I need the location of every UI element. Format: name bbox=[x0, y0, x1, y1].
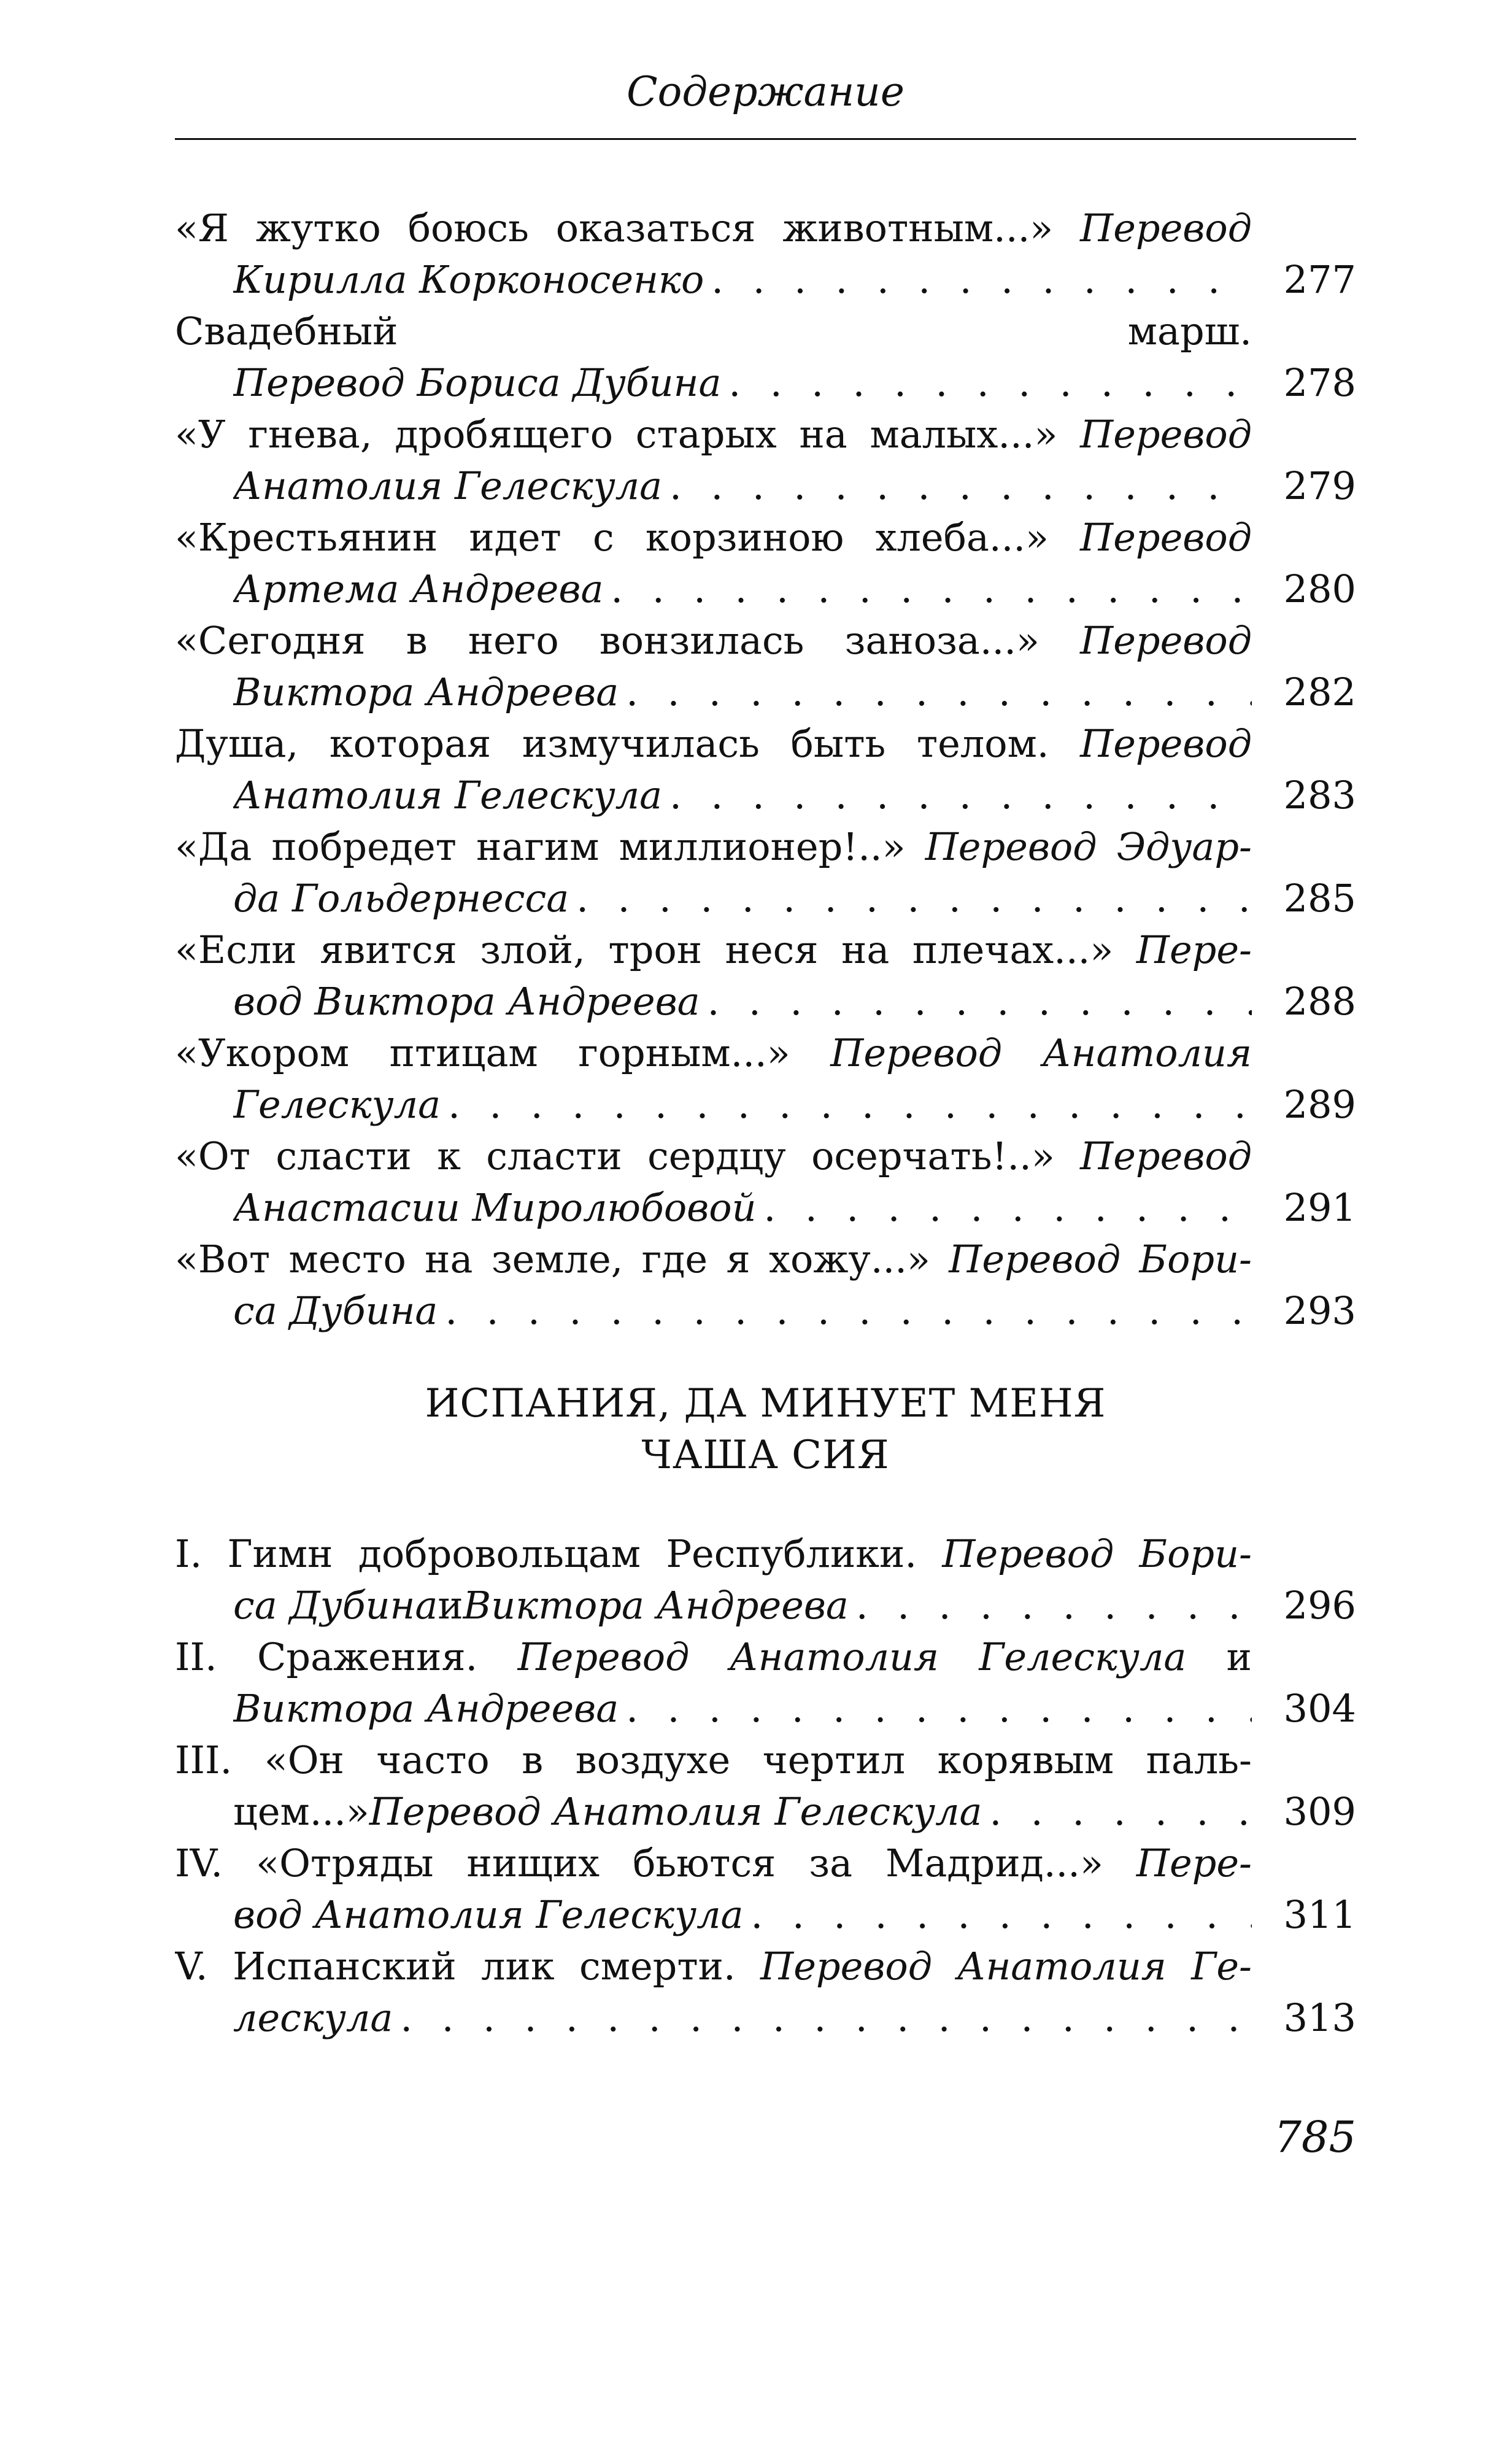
toc-entry-line-2 bbox=[175, 1079, 1356, 1131]
translator-text: Перевод Бори- bbox=[949, 1237, 1252, 1282]
toc-entry bbox=[175, 1941, 1356, 2044]
title-text: «От сласти к сласти сердцу осерчать!..» bbox=[175, 1134, 1081, 1178]
toc-entry-line-2 bbox=[175, 1182, 1356, 1234]
toc-entry-line-1 bbox=[175, 409, 1356, 460]
toc-entry-line-2 bbox=[175, 1889, 1356, 1941]
toc-entry bbox=[175, 1131, 1356, 1234]
dot-leader bbox=[619, 1683, 1252, 1734]
toc-entry-title-continued bbox=[233, 254, 1252, 306]
title-text: II. Сражения. bbox=[175, 1634, 518, 1679]
translator-text: Виктора Андреева bbox=[233, 670, 619, 714]
translator-text: Пере- bbox=[1136, 1841, 1252, 1885]
title-text: III. «Он часто в воздухе чертил корявым паль- bbox=[175, 1738, 1252, 1782]
toc-entry bbox=[175, 1631, 1356, 1734]
translator-text: Перевод Бори- bbox=[942, 1531, 1252, 1576]
toc-entry-line-2 bbox=[175, 976, 1356, 1027]
title-text: «Да побредет нагим миллионер!..» bbox=[175, 824, 925, 869]
title-text: «Если явится злой, трон неся на плечах...» bbox=[175, 927, 1136, 972]
toc-entry-title bbox=[175, 1631, 1252, 1683]
toc-entry-title bbox=[175, 409, 1252, 460]
toc-entry-title bbox=[175, 1027, 1252, 1079]
dot-leader bbox=[849, 1580, 1252, 1631]
title-text: I. Гимн добровольцам Республики. bbox=[175, 1531, 943, 1576]
toc-entry bbox=[175, 1734, 1356, 1838]
toc-entry bbox=[175, 821, 1356, 924]
toc-entry-line-2 bbox=[175, 357, 1356, 409]
translator-text: Виктора Андреева bbox=[233, 1686, 619, 1731]
dot-leader bbox=[700, 976, 1252, 1027]
translator-text: са Дубина bbox=[233, 1583, 438, 1628]
toc-entry-title-continued bbox=[233, 1079, 1252, 1131]
toc-entry-line-2 bbox=[175, 254, 1356, 306]
toc-entry-title-continued bbox=[233, 667, 1252, 718]
dot-leader bbox=[393, 1992, 1252, 2044]
title-text: Свадебный марш. bbox=[175, 309, 1252, 354]
dot-leader bbox=[757, 1182, 1252, 1234]
toc-entry-title-continued bbox=[233, 1786, 1252, 1838]
toc-entry-line-1 bbox=[175, 1734, 1356, 1786]
translator-text: Анатолия Гелескула bbox=[233, 773, 663, 818]
toc-entry bbox=[175, 924, 1356, 1027]
toc-entry-title-continued bbox=[233, 1285, 1252, 1337]
toc-entry bbox=[175, 203, 1356, 306]
translator-text: Перевод Анатолия bbox=[830, 1031, 1252, 1075]
dot-leader bbox=[619, 667, 1252, 718]
toc-entry bbox=[175, 409, 1356, 512]
title-text: «Крестьянин идет с корзиною хлеба...» bbox=[175, 515, 1081, 560]
translator-text: Пере- bbox=[1136, 927, 1252, 972]
toc-entry-title-continued bbox=[233, 563, 1252, 615]
dot-leader bbox=[721, 357, 1252, 409]
translator-text: Анатолия Гелескула bbox=[233, 463, 663, 508]
translator-text: Перевод bbox=[1080, 721, 1252, 766]
title-text: Душа, которая измучилась быть телом. bbox=[175, 721, 1081, 766]
toc-entry-title-continued bbox=[233, 1580, 1252, 1631]
title-text: «Я жутко боюсь оказаться животным...» bbox=[175, 206, 1081, 250]
toc-entry bbox=[175, 1528, 1356, 1631]
toc-entry-title bbox=[175, 512, 1252, 563]
dot-leader bbox=[744, 1889, 1252, 1941]
toc-entry-line-2 bbox=[175, 667, 1356, 718]
translator-text: Анастасии Миролюбовой bbox=[233, 1185, 757, 1230]
toc-entry bbox=[175, 306, 1356, 409]
dot-leader bbox=[438, 1285, 1252, 1337]
toc-entry-line-2 bbox=[175, 873, 1356, 924]
toc-entry-title bbox=[175, 718, 1252, 770]
toc-entry-title-continued bbox=[233, 976, 1252, 1027]
translator-text: Перевод Анатолия Гелескула bbox=[517, 1634, 1187, 1679]
toc-entry-line-2 bbox=[175, 770, 1356, 821]
toc-entry-line-1 bbox=[175, 1027, 1356, 1079]
toc-page-number: 282 bbox=[1283, 670, 1356, 714]
toc-page-number: 313 bbox=[1283, 1995, 1356, 2040]
toc-entry-line-2 bbox=[175, 1285, 1356, 1337]
toc-page-number: 283 bbox=[1283, 773, 1356, 818]
toc-entry-title bbox=[175, 615, 1252, 667]
toc-page-number: 309 bbox=[1283, 1789, 1356, 1834]
translator-text: Гелескула bbox=[233, 1082, 441, 1127]
section-title-line-2: ЧАША СИЯ bbox=[641, 1433, 890, 1478]
toc-list-spain bbox=[175, 1528, 1356, 2044]
dot-leader bbox=[569, 873, 1252, 924]
page-number: 785 bbox=[1274, 2112, 1356, 2162]
toc-entry-line-2 bbox=[175, 563, 1356, 615]
toc-page-number: 285 bbox=[1283, 876, 1356, 921]
title-text: «У гнева, дробящего старых на малых...» bbox=[175, 412, 1081, 457]
toc-entry-title bbox=[175, 1131, 1252, 1182]
toc-page-number: 277 bbox=[1283, 257, 1356, 302]
title-text: V. Испанский лик смерти. bbox=[175, 1944, 761, 1989]
toc-page-number: 296 bbox=[1283, 1583, 1356, 1628]
toc-entry-title-continued bbox=[233, 1182, 1252, 1234]
dot-leader bbox=[662, 770, 1252, 821]
toc-entry-title bbox=[175, 1734, 1252, 1786]
toc-page-number: 279 bbox=[1283, 463, 1356, 508]
toc-page-number: 280 bbox=[1283, 567, 1356, 611]
toc-entry-title-continued bbox=[233, 1889, 1252, 1941]
dot-leader bbox=[662, 460, 1252, 512]
translator-text: лескула bbox=[233, 1995, 393, 2040]
toc-entry-line-1 bbox=[175, 821, 1356, 873]
translator-text: Перевод Бориса Дубина bbox=[233, 360, 722, 405]
toc-entry-title bbox=[175, 1941, 1252, 1992]
dot-leader bbox=[704, 254, 1252, 306]
toc-list bbox=[175, 203, 1356, 1337]
title-text: «Сегодня в него вонзилась заноза...» bbox=[175, 618, 1081, 663]
toc-entry-line-1 bbox=[175, 1131, 1356, 1182]
dot-leader bbox=[603, 563, 1252, 615]
translator-text: Перевод Анатолия Гелескула bbox=[369, 1789, 982, 1834]
toc-entry-line-1 bbox=[175, 1234, 1356, 1285]
translator-text: да Гольдернесса bbox=[233, 876, 569, 921]
toc-entry-line-2 bbox=[175, 1992, 1356, 2044]
toc-entry bbox=[175, 615, 1356, 718]
toc-page-number: 289 bbox=[1283, 1082, 1356, 1127]
toc-entry-line-1 bbox=[175, 615, 1356, 667]
translator-text: Перевод bbox=[1080, 618, 1252, 663]
toc-page-number: 311 bbox=[1283, 1892, 1356, 1937]
toc-entry bbox=[175, 1027, 1356, 1131]
toc-page-number: 293 bbox=[1283, 1288, 1356, 1333]
toc-entry-line-1 bbox=[175, 924, 1356, 976]
toc-entry-title-continued bbox=[233, 1992, 1252, 2044]
section-title-line-1: ИСПАНИЯ, ДА МИНУЕТ МЕНЯ bbox=[425, 1381, 1106, 1426]
toc-entry-title bbox=[175, 203, 1252, 254]
translator-text: Кирилла Корконосенко bbox=[233, 257, 704, 302]
toc-entry-line-1 bbox=[175, 203, 1356, 254]
title-text: цем...» bbox=[233, 1789, 369, 1834]
translator-text: Артема Андреева bbox=[233, 567, 604, 611]
toc-entry-line-1 bbox=[175, 1838, 1356, 1889]
toc-entry bbox=[175, 1234, 1356, 1337]
toc-entry-line-1 bbox=[175, 1941, 1356, 1992]
translator-text: Перевод Эдуар- bbox=[925, 824, 1252, 869]
toc-entry-title-continued bbox=[233, 460, 1252, 512]
toc-entry-title bbox=[175, 306, 1252, 357]
toc-entry bbox=[175, 512, 1356, 615]
title-text: «Укором птицам горным...» bbox=[175, 1031, 831, 1075]
title-text: «Вот место на земле, где я хожу...» bbox=[175, 1237, 949, 1282]
translator-text: вод Анатолия Гелескула bbox=[233, 1892, 744, 1937]
translator-text: Перевод bbox=[1080, 412, 1252, 457]
translator-text: вод Виктора Андреева bbox=[233, 979, 700, 1024]
toc-entry-title-continued bbox=[233, 357, 1252, 409]
toc-page-number: 291 bbox=[1283, 1185, 1356, 1230]
toc-entry-title bbox=[175, 1234, 1252, 1285]
translator-text: Перевод bbox=[1080, 206, 1252, 250]
running-head: Содержание bbox=[627, 68, 904, 115]
toc-entry-line-1 bbox=[175, 512, 1356, 563]
toc-entry-title-continued bbox=[233, 1683, 1252, 1734]
toc-entry bbox=[175, 718, 1356, 821]
title-text: и bbox=[438, 1583, 463, 1628]
toc-entry-line-2 bbox=[175, 1786, 1356, 1838]
translator-text: Виктора Андреева bbox=[463, 1583, 849, 1628]
dot-leader bbox=[441, 1079, 1252, 1131]
toc-entry-line-1 bbox=[175, 1631, 1356, 1683]
toc-entry-title bbox=[175, 821, 1252, 873]
toc-entry-title bbox=[175, 924, 1252, 976]
toc-entry bbox=[175, 1838, 1356, 1941]
toc-page-number: 304 bbox=[1283, 1686, 1356, 1731]
toc-entry-line-2 bbox=[175, 1580, 1356, 1631]
toc-entry-title-continued bbox=[233, 873, 1252, 924]
toc-entry-line-1 bbox=[175, 1528, 1356, 1580]
toc-page-number: 278 bbox=[1283, 360, 1356, 405]
toc-entry-line-1 bbox=[175, 306, 1356, 357]
toc-entry-title bbox=[175, 1838, 1252, 1889]
translator-text: Перевод bbox=[1080, 1134, 1252, 1178]
title-text: и bbox=[1186, 1634, 1252, 1679]
toc-entry-line-2 bbox=[175, 460, 1356, 512]
translator-text: Перевод bbox=[1080, 515, 1252, 560]
title-text: IV. «Отряды нищих бьются за Мадрид...» bbox=[175, 1841, 1136, 1885]
header-rule bbox=[175, 138, 1356, 140]
toc-entry-line-2 bbox=[175, 1683, 1356, 1734]
section-title bbox=[175, 1378, 1356, 1481]
toc-entry-title bbox=[175, 1528, 1252, 1580]
dot-leader bbox=[982, 1786, 1252, 1838]
toc-page-number: 288 bbox=[1283, 979, 1356, 1024]
translator-text: Перевод Анатолия Ге- bbox=[760, 1944, 1252, 1989]
translator-text: са Дубина bbox=[233, 1288, 438, 1333]
toc-entry-line-1 bbox=[175, 718, 1356, 770]
toc-entry-title-continued bbox=[233, 770, 1252, 821]
